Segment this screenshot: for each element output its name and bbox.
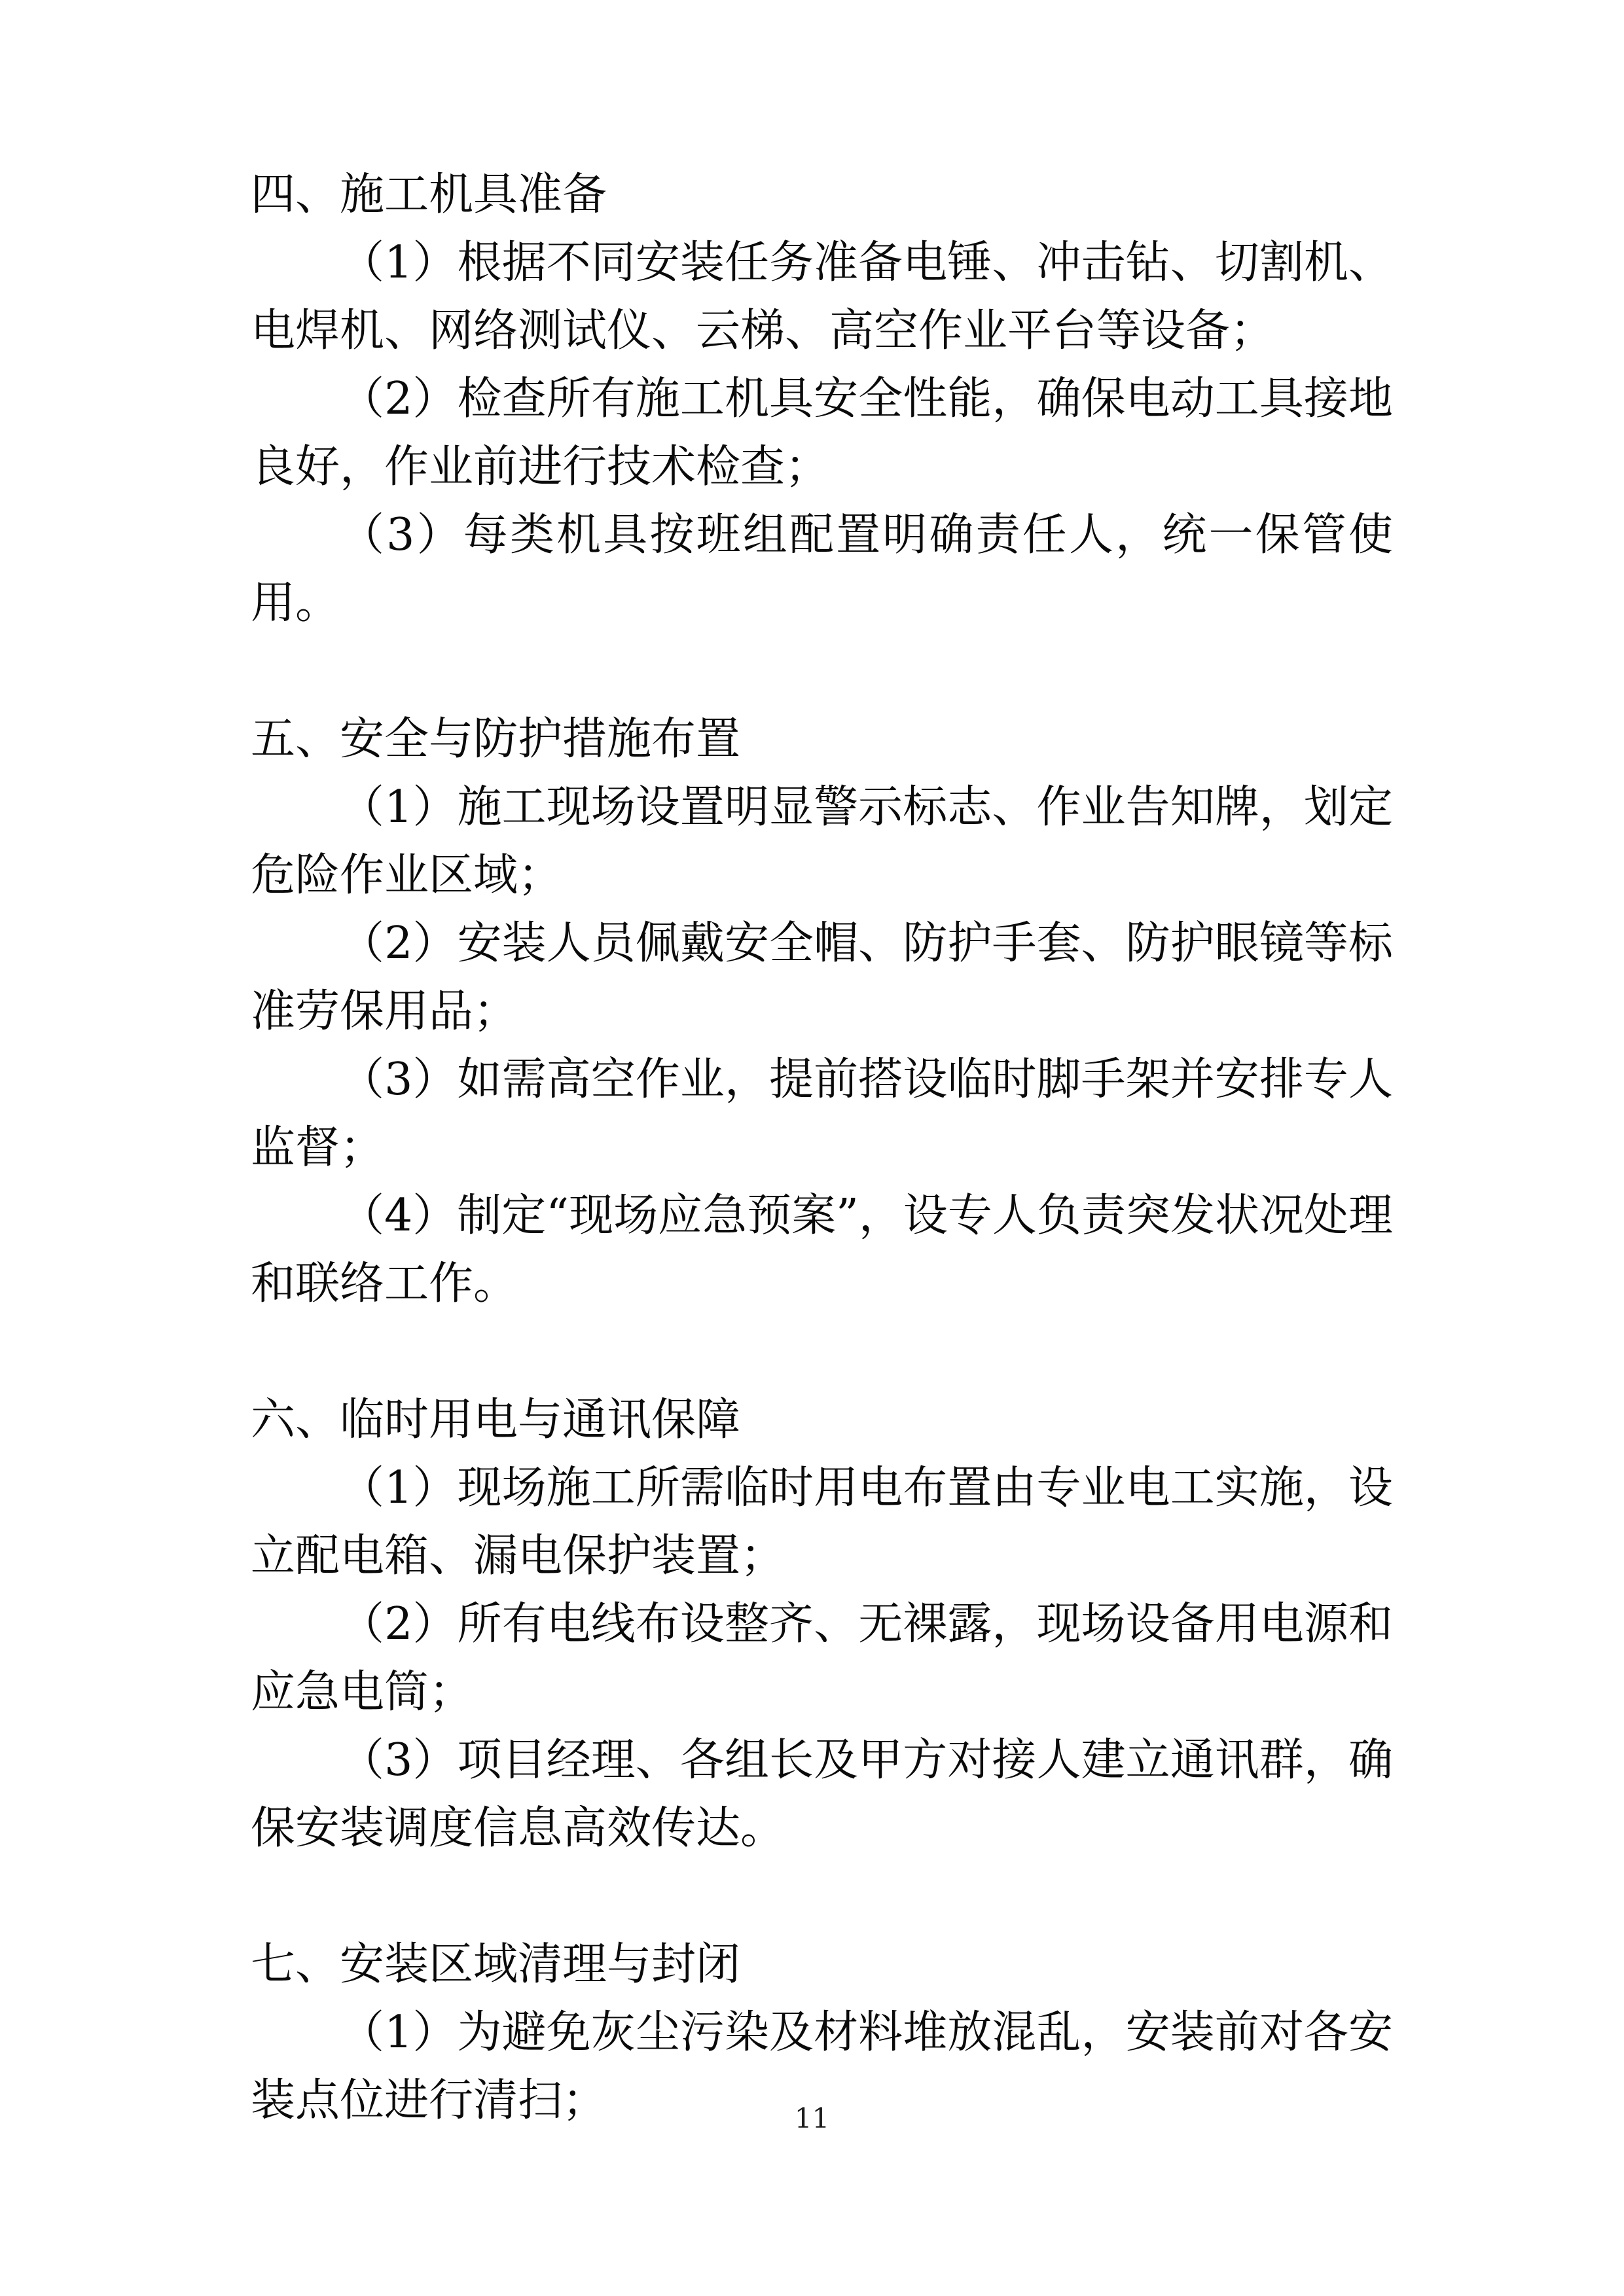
section-item: （2）检查所有施工机具安全性能，确保电动工具接地良好，作业前进行技术检查； bbox=[251, 373, 1393, 493]
page-number: 11 bbox=[794, 2102, 830, 2134]
section-item: （3）每类机具按班组配置明确责任人，统一保管使用。 bbox=[251, 509, 1393, 629]
section-block bbox=[251, 706, 1393, 1318]
section-item: （1）为避免灰尘污染及材料堆放混乱，安装前对各安装点位进行清扫； bbox=[251, 2007, 1393, 2126]
section-item: （2）安装人员佩戴安全帽、防护手套、防护眼镜等标准劳保用品； bbox=[251, 918, 1393, 1037]
section-item: （2）所有电线布设整齐、无裸露，现场设备用电源和应急电筒； bbox=[251, 1598, 1393, 1718]
section-heading: 七、安装区域清理与封闭 bbox=[251, 1939, 741, 1990]
section-item: （3）如需高空作业，提前搭设临时脚手架并安排专人监督； bbox=[251, 1054, 1393, 1174]
section-heading: 六、临时用电与通讯保障 bbox=[251, 1394, 741, 1446]
document-text-column bbox=[251, 161, 1393, 2135]
section-block bbox=[251, 1386, 1393, 1863]
section-item: （1）施工现场设置明显警示标志、作业告知牌，划定危险作业区域； bbox=[251, 781, 1393, 901]
section-gap bbox=[251, 1863, 1393, 1931]
section-gap bbox=[251, 1318, 1393, 1386]
section-item: （3）项目经理、各组长及甲方对接人建立通讯群，确保安装调度信息高效传达。 bbox=[251, 1734, 1393, 1854]
section-heading: 五、安全与防护措施布置 bbox=[251, 713, 741, 765]
section-item: （4）制定“现场应急预案”，设专人负责突发状况处理和联络工作。 bbox=[251, 1190, 1393, 1310]
section-item: （1）现场施工所需临时用电布置由专业电工实施，设立配电箱、漏电保护装置； bbox=[251, 1462, 1393, 1582]
section-block bbox=[251, 161, 1393, 637]
section-gap bbox=[251, 637, 1393, 706]
section-heading: 四、施工机具准备 bbox=[251, 169, 607, 221]
section-item: （1）根据不同安装任务准备电锤、冲击钻、切割机、电焊机、网络测试仪、云梯、高空作业平台等设备； bbox=[251, 237, 1393, 357]
